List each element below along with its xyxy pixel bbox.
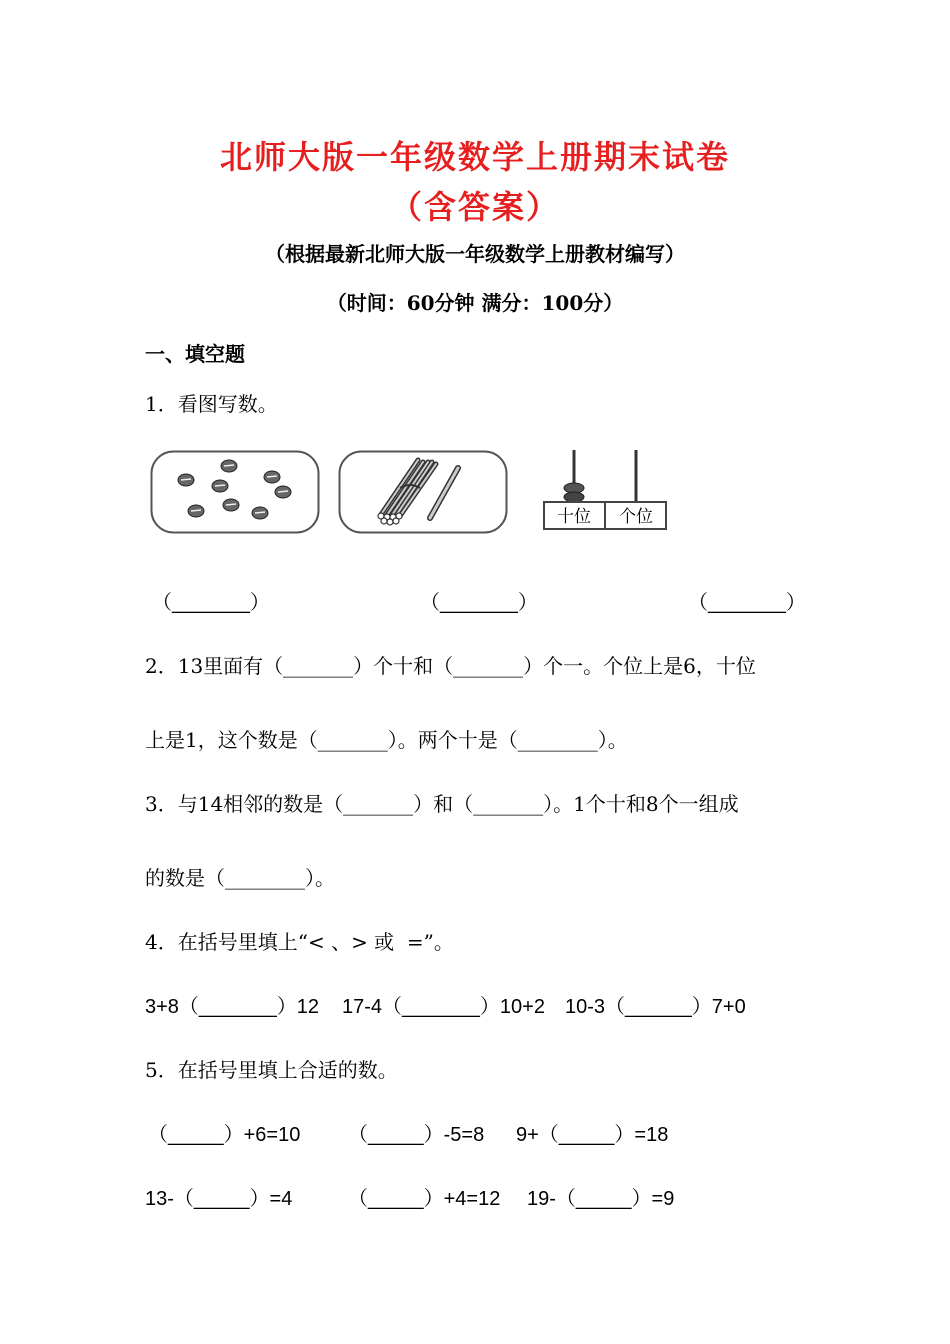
subtitle: （根据最新北师大版一年级数学上册教材编写）	[265, 242, 685, 266]
q5-row2-item-1[interactable]: 13-（_____）=4	[145, 1188, 293, 1210]
title-line-1: 北师大版一年级数学上册期末试卷	[219, 138, 730, 176]
exam-info: （时间：60分钟 满分：100分）	[326, 291, 624, 315]
ones-label: 个位	[619, 507, 653, 527]
q5-row1-item-3[interactable]: 9+（_____）=18	[516, 1124, 669, 1146]
tens-label: 十位	[557, 507, 591, 527]
abacus-figure	[540, 448, 670, 534]
q1-blank-2[interactable]: （_______）	[420, 592, 538, 614]
q4-item-2[interactable]: 17-4（_______）10+2	[342, 996, 545, 1018]
title-line-2: （含答案）	[389, 188, 560, 226]
q5-row1-item-2[interactable]: （_____）-5=8	[348, 1124, 485, 1146]
question-3-line-1: 3．与14相邻的数是（_______）和（_______）。1个十和8个一组成	[145, 792, 739, 816]
question-5: 5．在括号里填上合适的数。	[145, 1058, 398, 1082]
question-2-line-2: 上是1，这个数是（_______）。两个十是（________）。	[145, 728, 628, 752]
q4-item-3[interactable]: 10-3（______）7+0	[565, 996, 746, 1018]
question-3-line-2: 的数是（________）。	[145, 866, 335, 890]
q1-blank-1[interactable]: （_______）	[152, 592, 270, 614]
q4-item-1[interactable]: 3+8（_______）12	[145, 996, 320, 1018]
question-1: 1．看图写数。	[145, 392, 278, 416]
q5-row2-item-3[interactable]: 19-（_____）=9	[527, 1188, 675, 1210]
question-2-line-1: 2．13里面有（_______）个十和（_______）个一。个位上是6，十位	[145, 654, 756, 678]
sticks-figure	[338, 450, 508, 534]
q5-row2-item-2[interactable]: （_____）+4=12	[348, 1188, 501, 1210]
question-4: 4．在括号里填上“< 、> 或 =”。	[145, 930, 454, 954]
q5-row1-item-1[interactable]: （_____）+6=10	[148, 1124, 301, 1146]
section-heading: 一、填空题	[145, 342, 245, 366]
beads-figure	[150, 450, 320, 534]
q1-blank-3[interactable]: （_______）	[688, 592, 806, 614]
